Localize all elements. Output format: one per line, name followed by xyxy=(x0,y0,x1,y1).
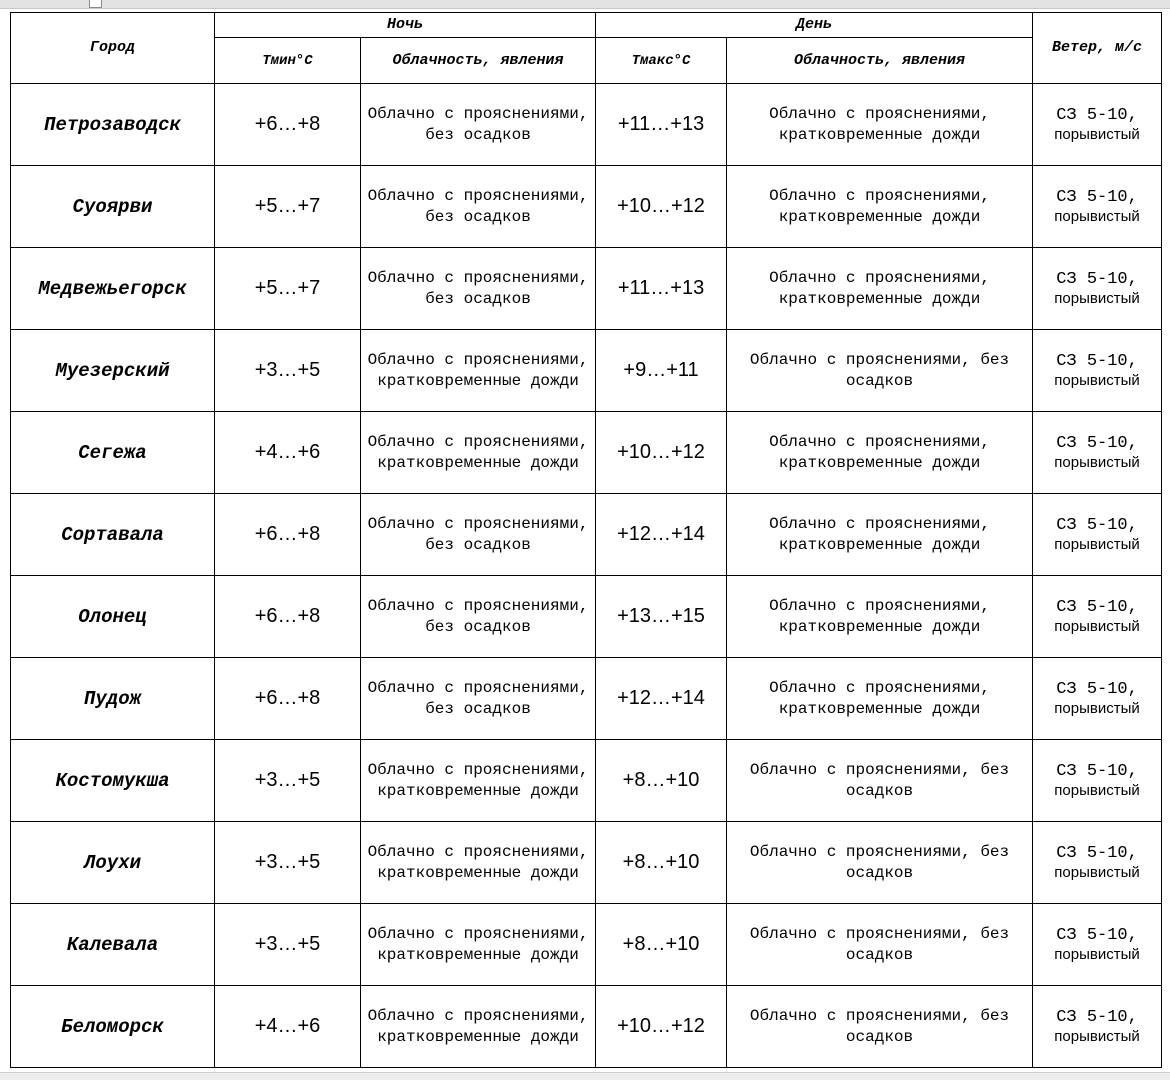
wind-gust-text: порывистый xyxy=(1054,946,1140,963)
tmax-cell xyxy=(596,494,727,576)
day-cloudiness-cell-text: Облачно с прояснениями, кратковременные дожди xyxy=(769,186,990,226)
night-cloudiness-cell-text: Облачно с прояснениями, кратковременные дожди xyxy=(367,350,589,390)
city-cell-text: Олонец xyxy=(78,605,147,628)
wind-cell xyxy=(1033,494,1162,576)
day-cloudiness-cell xyxy=(727,986,1033,1068)
tmin-cell xyxy=(215,576,361,658)
city-cell xyxy=(11,248,215,330)
day-cloudiness-cell xyxy=(727,658,1033,740)
tmax-cell xyxy=(596,84,727,166)
night-cloudiness-cell xyxy=(361,904,596,986)
day-cloudiness-cell xyxy=(727,248,1033,330)
night-cloudiness-cell-text: Облачно с прояснениями, кратковременные дожди xyxy=(367,432,589,472)
day-cloudiness-cell xyxy=(727,412,1033,494)
wind-cell xyxy=(1033,822,1162,904)
table-row xyxy=(11,740,1162,822)
day-cloudiness-cell-text: Облачно с прояснениями, без осадков xyxy=(749,350,1010,390)
wind-gust-text: порывистый xyxy=(1054,372,1140,389)
wind-gust-text: порывистый xyxy=(1054,536,1140,553)
day-cloudiness-cell xyxy=(727,84,1033,166)
wind-gust-text: порывистый xyxy=(1054,618,1140,635)
top-ruler-strip xyxy=(0,0,1170,9)
table-row xyxy=(11,986,1162,1068)
city-cell-text: Беломорск xyxy=(61,1015,164,1038)
day-cloudiness-cell xyxy=(727,330,1033,412)
city-cell-text: Муезерский xyxy=(55,359,170,382)
wind-cell xyxy=(1033,658,1162,740)
city-cell-text: Калевала xyxy=(66,933,159,956)
wind-direction-text: СЗ 5-10, xyxy=(1056,516,1138,535)
tmin-cell xyxy=(215,166,361,248)
tmax-cell-text: +13…+15 xyxy=(617,605,705,627)
tmin-cell-text: +6…+8 xyxy=(254,523,321,545)
night-cloudiness-cell-text: Облачно с прояснениями, без осадков xyxy=(367,596,589,636)
night-cloudiness-cell xyxy=(361,84,596,166)
day-cloudiness-cell xyxy=(727,166,1033,248)
tmin-cell xyxy=(215,330,361,412)
tmin-cell-text: +3…+5 xyxy=(254,851,321,873)
wind-direction-text: СЗ 5-10, xyxy=(1056,106,1138,125)
tmax-cell xyxy=(596,412,727,494)
day-cloudiness-cell-text: Облачно с прояснениями, кратковременные дожди xyxy=(769,432,990,472)
city-cell xyxy=(11,166,215,248)
night-cloudiness-cell xyxy=(361,822,596,904)
wind-direction-text: СЗ 5-10, xyxy=(1056,434,1138,453)
wind-gust-text: порывистый xyxy=(1054,454,1140,471)
day-cloudiness-cell-text: Облачно с прояснениями, без осадков xyxy=(749,924,1010,964)
night-cloudiness-cell-text: Облачно с прояснениями, без осадков xyxy=(367,186,589,226)
city-cell xyxy=(11,576,215,658)
header-night-cloudiness: Облачность, явления xyxy=(361,38,596,84)
tmin-cell xyxy=(215,84,361,166)
day-cloudiness-cell xyxy=(727,740,1033,822)
wind-direction-text: СЗ 5-10, xyxy=(1056,762,1138,781)
day-cloudiness-cell-text: Облачно с прояснениями, кратковременные дожди xyxy=(769,514,990,554)
night-cloudiness-cell-text: Облачно с прояснениями, кратковременные дожди xyxy=(367,760,589,800)
tmax-cell xyxy=(596,576,727,658)
table-row xyxy=(11,166,1162,248)
night-cloudiness-cell xyxy=(361,166,596,248)
day-cloudiness-cell xyxy=(727,576,1033,658)
city-cell-text: Костомукша xyxy=(55,769,170,792)
tmin-cell-text: +3…+5 xyxy=(254,933,321,955)
wind-gust-text: порывистый xyxy=(1054,782,1140,799)
night-cloudiness-cell xyxy=(361,658,596,740)
night-cloudiness-cell-text: Облачно с прояснениями, без осадков xyxy=(367,514,589,554)
day-cloudiness-cell xyxy=(727,494,1033,576)
header-tmin: Тмин°С xyxy=(215,38,361,84)
night-cloudiness-cell xyxy=(361,740,596,822)
city-cell xyxy=(11,986,215,1068)
table-row xyxy=(11,494,1162,576)
city-cell xyxy=(11,822,215,904)
wind-cell xyxy=(1033,986,1162,1068)
city-cell xyxy=(11,740,215,822)
city-cell xyxy=(11,494,215,576)
tmax-cell xyxy=(596,986,727,1068)
table-row xyxy=(11,822,1162,904)
tmin-cell xyxy=(215,412,361,494)
wind-direction-text: СЗ 5-10, xyxy=(1056,680,1138,699)
ruler-marker[interactable] xyxy=(89,0,102,8)
day-cloudiness-cell-text: Облачно с прояснениями, кратковременные дожди xyxy=(769,268,990,308)
wind-direction-text: СЗ 5-10, xyxy=(1056,598,1138,617)
night-cloudiness-cell xyxy=(361,412,596,494)
tmax-cell xyxy=(596,904,727,986)
forecast-table xyxy=(10,12,1162,1068)
night-cloudiness-cell xyxy=(361,494,596,576)
wind-cell xyxy=(1033,740,1162,822)
city-cell xyxy=(11,412,215,494)
night-cloudiness-cell-text: Облачно с прояснениями, без осадков xyxy=(367,678,589,718)
tmax-cell-text: +10…+12 xyxy=(617,195,705,217)
wind-direction-text: СЗ 5-10, xyxy=(1056,844,1138,863)
header-wind: Ветер, м/с xyxy=(1033,13,1162,84)
wind-cell xyxy=(1033,166,1162,248)
tmax-cell-text: +11…+13 xyxy=(617,113,705,135)
table-row xyxy=(11,904,1162,986)
day-cloudiness-cell-text: Облачно с прояснениями, кратковременные дожди xyxy=(769,678,990,718)
wind-cell xyxy=(1033,248,1162,330)
tmax-cell-text: +10…+12 xyxy=(617,441,705,463)
wind-direction-text: СЗ 5-10, xyxy=(1056,188,1138,207)
wind-direction-text: СЗ 5-10, xyxy=(1056,926,1138,945)
tmin-cell xyxy=(215,494,361,576)
city-cell-text: Пудож xyxy=(83,687,141,710)
day-cloudiness-cell-text: Облачно с прояснениями, без осадков xyxy=(749,842,1010,882)
wind-direction-text: СЗ 5-10, xyxy=(1056,270,1138,289)
table-row xyxy=(11,412,1162,494)
wind-direction-text: СЗ 5-10, xyxy=(1056,1008,1138,1027)
tmin-cell xyxy=(215,248,361,330)
city-cell xyxy=(11,904,215,986)
tmax-cell xyxy=(596,166,727,248)
table-row xyxy=(11,330,1162,412)
night-cloudiness-cell-text: Облачно с прояснениями, кратковременные дожди xyxy=(367,924,589,964)
tmax-cell-text: +8…+10 xyxy=(622,851,700,873)
header-day-cloudiness: Облачность, явления xyxy=(727,38,1033,84)
wind-cell xyxy=(1033,330,1162,412)
night-cloudiness-cell xyxy=(361,576,596,658)
tmin-cell-text: +5…+7 xyxy=(254,277,321,299)
city-cell xyxy=(11,84,215,166)
wind-gust-text: порывистый xyxy=(1054,126,1140,143)
tmin-cell-text: +4…+6 xyxy=(254,1015,321,1037)
night-cloudiness-cell xyxy=(361,248,596,330)
city-cell-text: Лоухи xyxy=(83,851,141,874)
wind-direction-text: СЗ 5-10, xyxy=(1056,352,1138,371)
tmin-cell xyxy=(215,986,361,1068)
tmax-cell xyxy=(596,658,727,740)
city-cell-text: Медвежьегорск xyxy=(38,277,187,300)
wind-cell xyxy=(1033,576,1162,658)
tmax-cell-text: +8…+10 xyxy=(622,769,700,791)
tmax-cell xyxy=(596,822,727,904)
tmin-cell xyxy=(215,658,361,740)
tmax-cell-text: +9…+11 xyxy=(623,359,699,381)
wind-gust-text: порывистый xyxy=(1054,864,1140,881)
night-cloudiness-cell xyxy=(361,986,596,1068)
city-cell-text: Петрозаводск xyxy=(44,113,181,136)
header-tmax: Тмакс°С xyxy=(596,38,727,84)
city-cell-text: Сегежа xyxy=(78,441,147,464)
day-cloudiness-cell xyxy=(727,822,1033,904)
tmax-cell xyxy=(596,330,727,412)
city-cell xyxy=(11,330,215,412)
table-row xyxy=(11,248,1162,330)
night-cloudiness-cell xyxy=(361,330,596,412)
tmin-cell-text: +6…+8 xyxy=(254,687,321,709)
tmax-cell xyxy=(596,740,727,822)
tmin-cell-text: +3…+5 xyxy=(254,359,321,381)
day-cloudiness-cell-text: Облачно с прояснениями, кратковременные дожди xyxy=(769,104,990,144)
wind-gust-text: порывистый xyxy=(1054,700,1140,717)
table-row xyxy=(11,84,1162,166)
wind-cell xyxy=(1033,84,1162,166)
tmax-cell-text: +10…+12 xyxy=(617,1015,705,1037)
header-day: День xyxy=(596,13,1033,38)
day-cloudiness-cell-text: Облачно с прояснениями, без осадков xyxy=(749,760,1010,800)
tmin-cell-text: +3…+5 xyxy=(254,769,321,791)
night-cloudiness-cell-text: Облачно с прояснениями, без осадков xyxy=(367,268,589,308)
city-cell-text: Суоярви xyxy=(72,195,153,218)
wind-gust-text: порывистый xyxy=(1054,1028,1140,1045)
wind-gust-text: порывистый xyxy=(1054,290,1140,307)
tmin-cell-text: +6…+8 xyxy=(254,605,321,627)
tmax-cell-text: +8…+10 xyxy=(622,933,700,955)
city-cell xyxy=(11,658,215,740)
night-cloudiness-cell-text: Облачно с прояснениями, кратковременные дожди xyxy=(367,842,589,882)
day-cloudiness-cell-text: Облачно с прояснениями, кратковременные дожди xyxy=(769,596,990,636)
day-cloudiness-cell xyxy=(727,904,1033,986)
table-row xyxy=(11,576,1162,658)
header-night: Ночь xyxy=(215,13,596,38)
wind-gust-text: порывистый xyxy=(1054,208,1140,225)
tmin-cell xyxy=(215,740,361,822)
city-cell-text: Сортавала xyxy=(61,523,164,546)
table-row xyxy=(11,658,1162,740)
tmax-cell xyxy=(596,248,727,330)
day-cloudiness-cell-text: Облачно с прояснениями, без осадков xyxy=(749,1006,1010,1046)
tmin-cell xyxy=(215,822,361,904)
tmax-cell-text: +12…+14 xyxy=(617,687,705,709)
tmax-cell-text: +11…+13 xyxy=(617,277,705,299)
tmin-cell xyxy=(215,904,361,986)
wind-cell xyxy=(1033,412,1162,494)
tmin-cell-text: +5…+7 xyxy=(254,195,321,217)
tmin-cell-text: +4…+6 xyxy=(254,441,321,463)
tmin-cell-text: +6…+8 xyxy=(254,113,321,135)
header-city: Город xyxy=(11,13,215,84)
night-cloudiness-cell-text: Облачно с прояснениями, без осадков xyxy=(367,104,589,144)
tmax-cell-text: +12…+14 xyxy=(617,523,705,545)
night-cloudiness-cell-text: Облачно с прояснениями, кратковременные дожди xyxy=(367,1006,589,1046)
wind-cell xyxy=(1033,904,1162,986)
